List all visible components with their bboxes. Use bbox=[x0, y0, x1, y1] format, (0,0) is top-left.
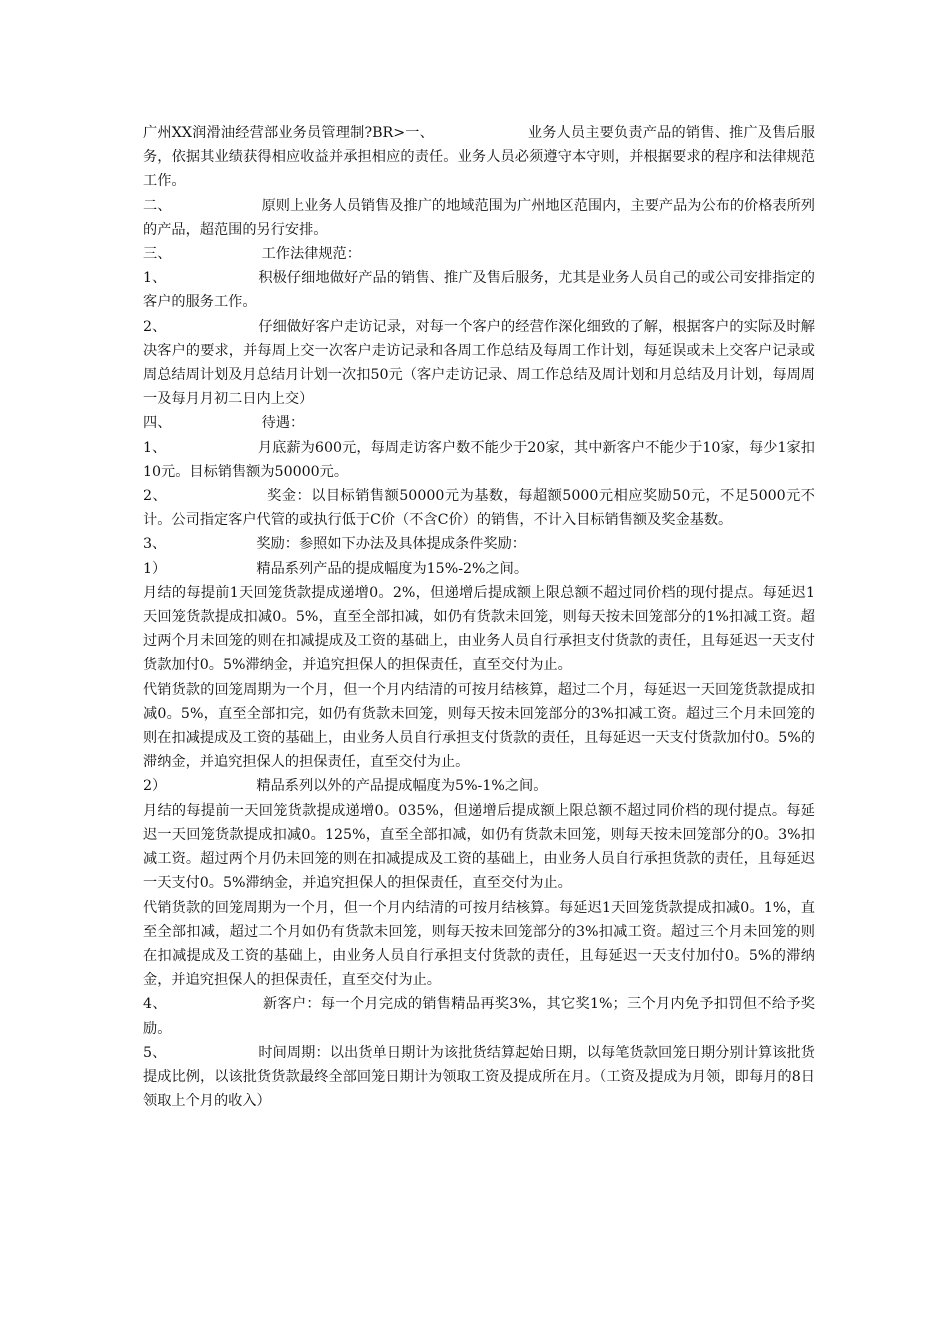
premium-monthly-paragraph: 月结的每提前1天回笼货款提成递增0。2%，但递增后提成额上限总额不超过同价档的现付提点。每延迟1天回笼货款提成扣减0。5%，直至全部扣减，如仍有货款未回笼，则每天按未回笼部分的1%扣减工资。超过两个月未回笼的则在扣减提成及工资的基础上，由业务人员自行承担支付货款的责任，且每延迟一天支付货款加付0。5%滞纳金，并追究担保人的担保责任，直至交付为止。 bbox=[143, 584, 815, 674]
salary-paragraph: 1、 月底薪为600元，每周走访客户数不能少于20家，其中新客户不能少于10家，每少1家扣10元。目标销售额为50000元。 bbox=[143, 439, 815, 480]
section-three-heading: 三、 工作法律规范： bbox=[143, 246, 361, 263]
premium-consignment-paragraph: 代销货款的回笼周期为一个月，但一个月内结清的可按月结核算，超过二个月，每延迟一天回笼货款提成扣减0。5%，直至全部扣完，如仍有货款未回笼，则每天按未回笼部分的3%扣减工资。超过三个月未回笼的则在扣减提成及工资的基础上，由业务人员自行承担支付货款的责任，且每延迟一天支付货款加付0。5%的滞纳金，并追究担保人的担保责任，直至交付为止。 bbox=[143, 681, 815, 771]
rule-1-paragraph: 1、 积极仔细地做好产品的销售、推广及售后服务，尤其是业务人员自己的或公司安排指定的客户的服务工作。 bbox=[143, 270, 815, 311]
section-four-heading: 四、 待遇： bbox=[143, 415, 305, 432]
intro-paragraph: 广州XX润滑油经营部业务员管理制?BR>一、 业务人员主要负责产品的销售、推广及售后服务，依据其业绩获得相应收益并承担相应的责任。业务人员必须遵守本守则，并根据要求的程序和法律规范工作。 bbox=[143, 125, 815, 190]
reward-heading: 3、 奖励：参照如下办法及具体提成条件奖励： bbox=[143, 536, 526, 553]
rule-2-paragraph: 2、 仔细做好客户走访记录，对每一个客户的经营作深化细致的了解，根据客户的实际及时解决客户的要求，并每周上交一次客户走访记录和各周工作总结及每周工作计划，每延误或未上交客户记录或周总结周计划及月总结月计划一次扣50元（客户走访记录、周工作总结及周计划和月总结及月计划，每周周一及每月月初二日内上交） bbox=[143, 318, 815, 408]
other-monthly-paragraph: 月结的每提前一天回笼货款提成递增0。035%，但递增后提成额上限总额不超过同价档的现付提点。每延迟一天回笼货款提成扣减0。125%，直至全部扣减，如仍有货款未回笼，则每天按未回笼部分的0。3%扣减工资。超过两个月仍未回笼的则在扣减提成及工资的基础上，由业务人员自行承担货款的责任，且每延迟一天支付0。5%滞纳金，并追究担保人的担保责任，直至交付为止。 bbox=[143, 802, 815, 892]
document-body bbox=[143, 121, 815, 1113]
section-two-paragraph: 二、 原则上业务人员销售及推广的地域范围为广州地区范围内，主要产品为公布的价格表所列的产品，超范围的另行安排。 bbox=[143, 197, 815, 238]
time-period-paragraph: 5、 时间周期：以出货单日期计为该批货结算起始日期，以每笔货款回笼日期分别计算该批货提成比例，以该批货货款最终全部回笼日期计为领取工资及提成所在月。（工资及提成为月领，即每月的8日领取上个月的收入） bbox=[143, 1044, 815, 1110]
premium-range-paragraph: 1） 精品系列产品的提成幅度为15%-2%之间。 bbox=[143, 560, 529, 577]
other-range-paragraph: 2） 精品系列以外的产品提成幅度为5%-1%之间。 bbox=[143, 778, 548, 795]
new-customer-paragraph: 4、 新客户：每一个月完成的销售精品再奖3%，其它奖1%；三个月内免予扣罚但不给予奖励。 bbox=[143, 996, 815, 1037]
other-consignment-paragraph: 代销货款的回笼周期为一个月，但一个月内结清的可按月结核算。每延迟1天回笼货款提成扣减0。1%，直至全部扣减，超过二个月如仍有货款未回笼，则每天按未回笼部分的3%扣减工资。超过三个月未回笼的则在扣减提成及工资的基础上，由业务人员自行承担支付货款的责任，且每延迟一天支付加付0。5%的滞纳金，并追究担保人的担保责任，直至交付为止。 bbox=[143, 899, 815, 989]
bonus-paragraph: 2、 奖金：以目标销售额50000元为基数，每超额5000元相应奖励50元，不足5000元不计。公司指定客户代管的或执行低于C价（不含C价）的销售，不计入目标销售额及奖金基数。 bbox=[143, 488, 815, 529]
